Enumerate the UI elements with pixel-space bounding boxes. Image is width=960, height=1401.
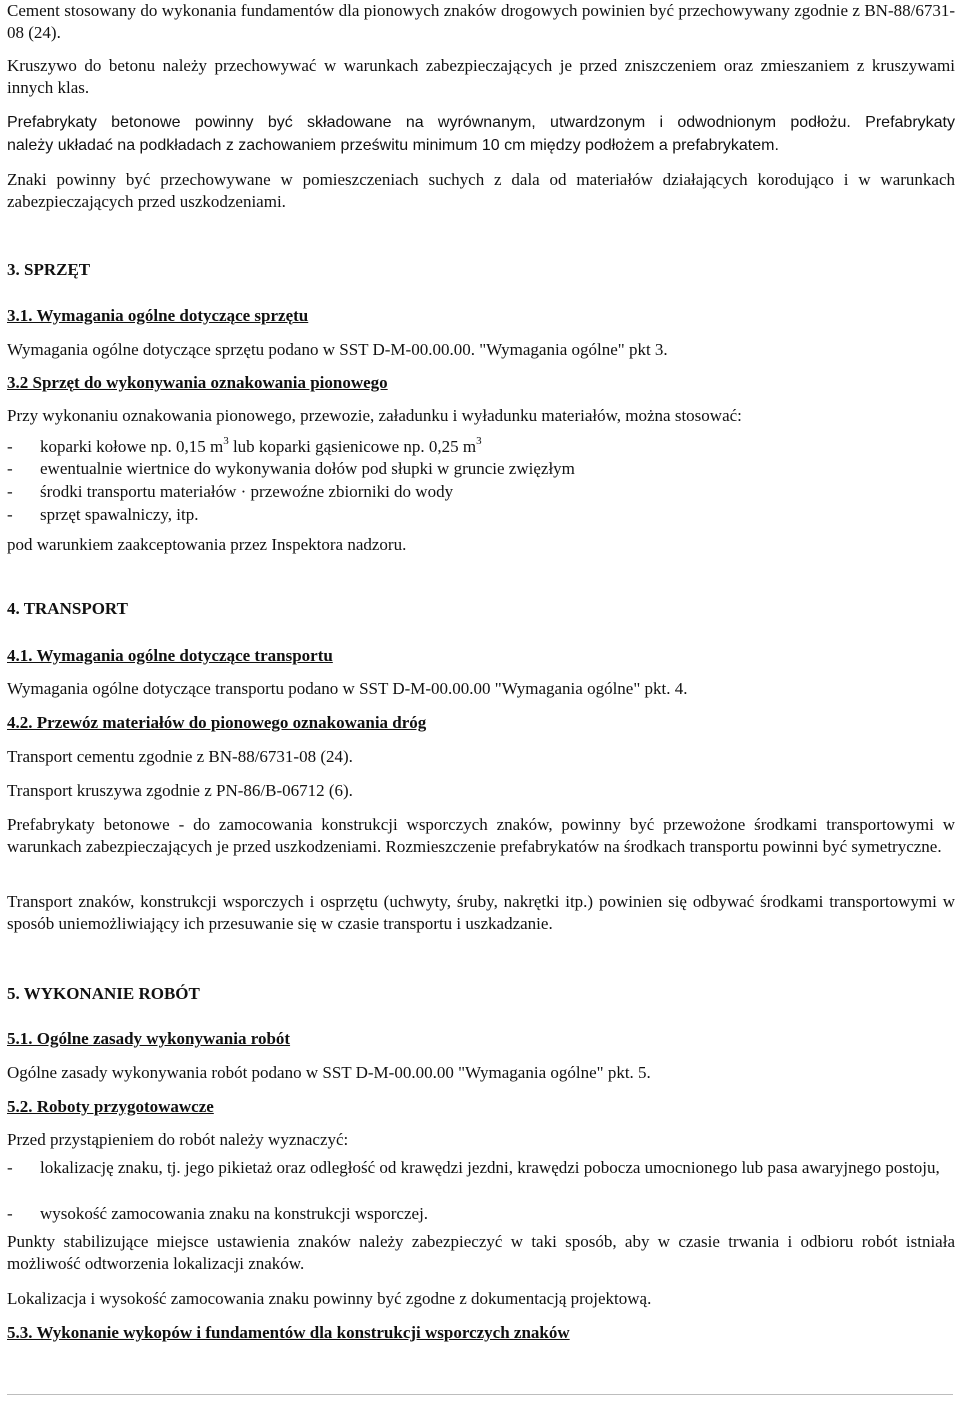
list-item [7,1157,955,1201]
paragraph-3-2-tail: pod warunkiem zaakceptowania przez Inspektora nadzoru. [7,535,407,554]
paragraph-3-1: Wymagania ogólne dotyczące sprzętu podano w SST D-M-00.00.00. "Wymagania ogólne" pkt 3. [7,340,668,359]
superscript: 3 [476,435,482,448]
paragraph-5-1: Ogólne zasady wykonywania robót podano w SST D-M-00.00.00 "Wymagania ogólne" pkt. 5. [7,1063,651,1082]
list-item-text [40,436,955,458]
section-heading-3: 3. SPRZĘT [7,260,91,279]
paragraph-4-2-kruszywo: Transport kruszywa zgodnie z PN-86/B-06712 (6). [7,781,353,800]
section-heading-5: 5. WYKONANIE ROBÓT [7,984,200,1003]
paragraph-4-1: Wymagania ogólne dotyczące transportu podano w SST D-M-00.00.00 "Wymagania ogólne" pkt. 4. [7,679,688,698]
subsection-heading-5-2 [7,1096,955,1118]
page-bottom-rule [7,1394,953,1395]
paragraph-znaki: Znaki powinny być przechowywane w pomieszczeniach suchych z dala od materiałów działających korodująco i w warunkach zabezpieczających przed uszkodzeniami. [7,170,955,211]
paragraph-kruszywo: Kruszywo do betonu należy przechowywać w warunkach zabezpieczających je przed zniszczeniem oraz zmieszaniem z kruszywami innych klas. [7,56,955,97]
list-dash: - [7,1204,13,1223]
subsection-heading-3-2 [7,372,955,394]
subsection-heading-5-2-text: 5.2. Roboty przygotowawcze [7,1097,214,1116]
list-item-text: sprzęt spawalniczy, itp. [40,505,199,524]
list-item-text: wysokość zamocowania znaku na konstrukcji wsporczej. [40,1204,429,1223]
list-dash: - [7,1158,13,1177]
section-heading-4: 4. TRANSPORT [7,599,128,618]
subsection-heading-5-3-text: 5.3. Wykonanie wykopów i fundamentów dla konstrukcji wsporczych znaków [7,1323,570,1342]
paragraph-5-2: Przed przystąpieniem do robót należy wyznaczyć: [7,1130,349,1149]
list-item-text-part: koparki kołowe np. 0,15 m [40,437,224,456]
paragraph-prefabrykaty-line-2: należy układać na podkładach z zachowaniem prześwitu minimum 10 cm między podłożem a prefabrykatem. [7,137,779,154]
subsection-heading-3-1 [7,305,955,327]
paragraph-cement: Cement stosowany do wykonania fundamentów dla pionowych znaków drogowych powinien być przechowywany zgodnie z BN-88/6731-08 (24). [7,1,955,42]
subsection-heading-5-1 [7,1028,955,1050]
subsection-heading-4-1 [7,645,955,667]
subsection-heading-3-2-text: 3.2 Sprzęt do wykonywania oznakowania pionowego [7,373,388,392]
subsection-heading-5-1-text: 5.1. Ogólne zasady wykonywania robót [7,1029,291,1048]
list-item-text: lokalizację znaku, tj. jego pikietaż oraz odległość od krawędzi jezdni, krawędzi pobocza umocnionego lub pasa awaryjnego postoju, [40,1158,940,1177]
paragraph-5-2-lokalizacja: Lokalizacja i wysokość zamocowania znaku powinny być zgodne z dokumentacją projektową. [7,1289,652,1308]
subsection-heading-4-2-text: 4.2. Przewóz materiałów do pionowego oznakowania dróg [7,713,427,732]
paragraph-4-2-prefabrykaty: Prefabrykaty betonowe - do zamocowania konstrukcji wsporczych znaków, powinny być przewożone środkami transportowymi w warunkach zabezpieczających je przed uszkodzeniami. Rozmieszczenie prefabrykatów na środkach transportu powinni być symetryczne. [7,815,955,856]
subsection-heading-3-1-text: 3.1. Wymagania ogólne dotyczące sprzętu [7,306,309,325]
paragraph-5-2-punkty: Punkty stabilizujące miejsce ustawienia znaków należy zabezpieczyć w taki sposób, aby w czasie trwania i odbioru robót istniała możliwość odtworzenia lokalizacji znaków. [7,1232,955,1273]
list-dash: - [7,505,13,524]
list-item-text-part: lub koparki gąsienicowe np. 0,25 m [228,437,477,456]
list-dash: - [7,482,13,501]
superscript: 3 [223,435,229,448]
list-item-text: środki transportu materiałów · przewoźne zbiorniki do wody [40,482,454,501]
list-item-text: ewentualnie wiertnice do wykonywania dołów pod słupki w gruncie zwięzłym [40,459,575,478]
list-dash: - [7,437,13,456]
subsection-heading-5-3 [7,1322,955,1344]
subsection-heading-4-1-text: 4.1. Wymagania ogólne dotyczące transportu [7,646,333,665]
list-dash: - [7,459,13,478]
paragraph-3-2: Przy wykonaniu oznakowania pionowego, przewozie, załadunku i wyładunku materiałów, można stosować: [7,406,742,425]
paragraph-prefabrykaty-line-1: Prefabrykaty betonowe powinny być składowane na wyrównanym, utwardzonym i odwodnionym podłożu. Prefabrykaty [7,114,955,131]
paragraph-4-2-cement: Transport cementu zgodnie z BN-88/6731-08 (24). [7,747,353,766]
subsection-heading-4-2 [7,712,955,734]
paragraph-4-2-znaki: Transport znaków, konstrukcji wsporczych i osprzętu (uchwyty, śruby, nakrętki itp.) powinien się odbywać środkami transportowymi w sposób uniemożliwiający ich przesuwanie się w czasie transportu i uszkadzanie. [7,892,955,933]
